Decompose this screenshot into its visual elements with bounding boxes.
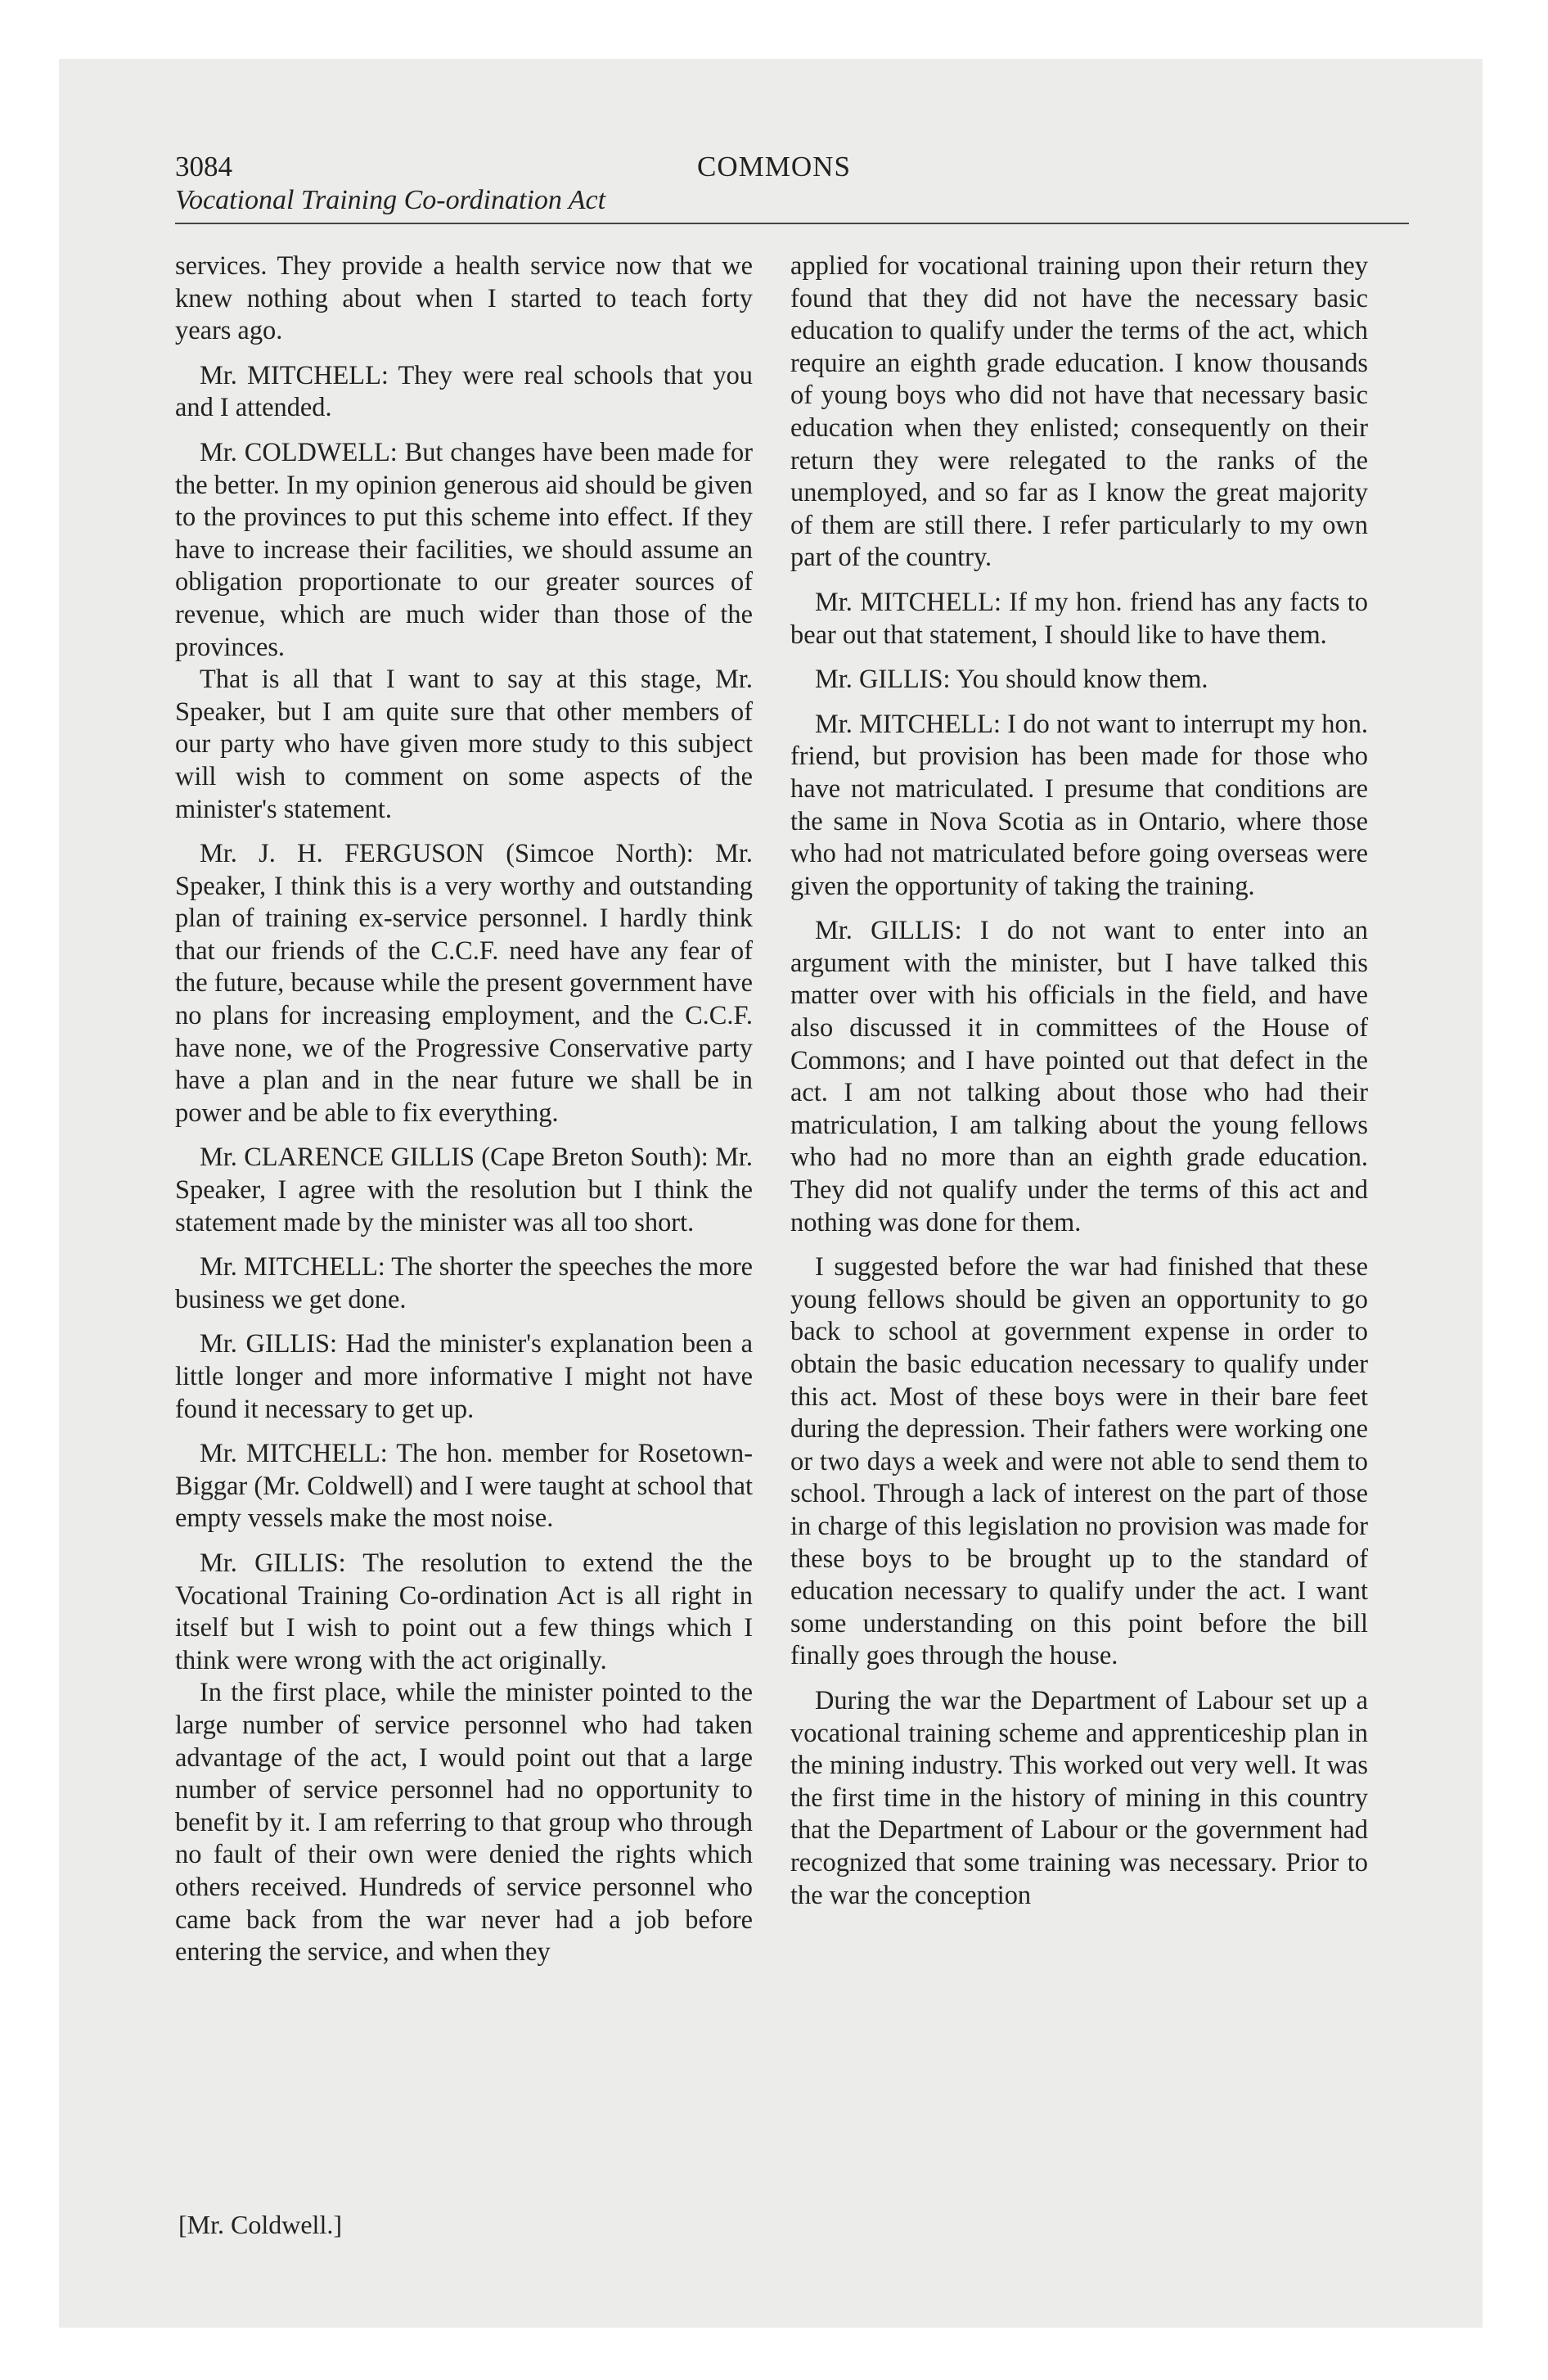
paragraph: Mr. CLARENCE GILLIS (Cape Breton South): Mr. Speaker, I agree with the resolution but I think the statement made by the minister was all too short. [175,1143,753,1237]
paragraph: Mr. GILLIS: You should know them. [815,665,1208,695]
speaker-attribution: [Mr. Coldwell.] [178,2210,342,2239]
paragraph: Mr. MITCHELL: I do not want to interrupt my hon. friend, but provision has been made for those who have not matriculated. I presume that conditions are the same in Nova Scotia as in Ontario, where those who had not matriculated before going overseas were given the opportunity of taking the training. [790,709,1368,901]
running-head: Vocational Training Co-ordination Act [175,185,606,215]
paragraph: Mr. MITCHELL: The hon. member for Rosetown-Biggar (Mr. Coldwell) and I were taught at school that empty vessels make the most noise. [175,1439,753,1534]
right-column [790,250,1368,1924]
left-column [175,250,753,1981]
paragraph: services. They provide a health service now that we knew nothing about when I started to teach forty years ago. [175,251,753,346]
paragraph: During the war the Department of Labour set up a vocational training scheme and apprenticeship plan in the mining industry. This worked out very well. It was the first time in the history of mining in this country that the Department of Labour or the government had recognized that some training was necessary. Prior to the war the conception [790,1685,1368,1910]
paragraph: Mr. GILLIS: Had the minister's explanation been a little longer and more informative I might not have found it necessary to get up. [175,1329,753,1424]
paragraph: Mr. MITCHELL: They were real schools that you and I attended. [175,360,753,423]
paragraph: Mr. MITCHELL: If my hon. friend has any facts to bear out that statement, I should like to have them. [790,587,1368,650]
paragraph: I suggested before the war had finished that these young fellows should be given an opportunity to go back to school at government expense in order to obtain the basic education necessary to qualify under this act. Most of these boys were in their bare feet during the depression. Their fathers were working one or two days a week and were not able to send them to school. Through a lack of interest on the part of those in charge of this legislation no provision was made for these boys to be brought up to the standard of education necessary to qualify under the act. I want some understanding on this point before the bill finally goes through the house. [790,1252,1368,1671]
paragraph: That is all that I want to say at this stage, Mr. Speaker, but I am quite sure that other members of our party who have given more study to this subject will wish to comment on some aspects of the minister's statement. [175,665,753,824]
paragraph: applied for vocational training upon their return they found that they did not have the necessary basic education to qualify under the terms of the act, which require an eighth grade education. I know thousands of young boys who did not have that necessary basic education when they enlisted; consequently on their return they were relegated to the ranks of the unemployed, and so far as I know the great majority of them are still there. I refer particularly to my own part of the country. [790,251,1368,573]
paragraph: Mr. COLDWELL: But changes have been made for the better. In my opinion generous aid should be given to the provinces to put this scheme into effect. If they have to increase their facilities, we should assume an obligation proportionate to our greater sources of revenue, which are much wider than those of the provinces. [175,437,753,662]
paragraph: Mr. J. H. FERGUSON (Simcoe North): Mr. Speaker, I think this is a very worthy and outstanding plan of training ex-service personnel. I hardly think that our friends of the C.C.F. need have any fear of the future, because while the present government have no plans for increasing employment, and the C.C.F. have none, we of the Progressive Conservative party have a plan and in the near future we shall be in power and be able to fix everything. [175,839,753,1128]
paragraph: Mr. GILLIS: I do not want to enter into an argument with the minister, but I have talked this matter over with his officials in the field, and have also discussed it in committees of the House of Commons; and I have pointed out that defect in the act. I am not talking about those who had their matriculation, I am talking about the young fellows who had no more than an eighth grade education. They did not qualify under the terms of this act and nothing was done for them. [790,916,1368,1237]
header-rule [175,223,1409,224]
header-title: COMMONS [697,151,851,183]
paragraph: In the first place, while the minister pointed to the large number of service personnel who had taken advantage of the act, I would point out that a large number of service personnel had no opportunity to benefit by it. I am referring to that group who through no fault of their own were denied the rights which others received. Hundreds of service personnel who came back from the war never had a job before entering the service, and when they [175,1678,753,1968]
page-number: 3084 [175,151,232,183]
paragraph: Mr. MITCHELL: The shorter the speeches the more business we get done. [175,1252,753,1314]
paragraph: Mr. GILLIS: The resolution to extend the the Vocational Training Co-ordination Act is all right in itself but I wish to point out a few things which I think were wrong with the act originally. [175,1548,753,1675]
